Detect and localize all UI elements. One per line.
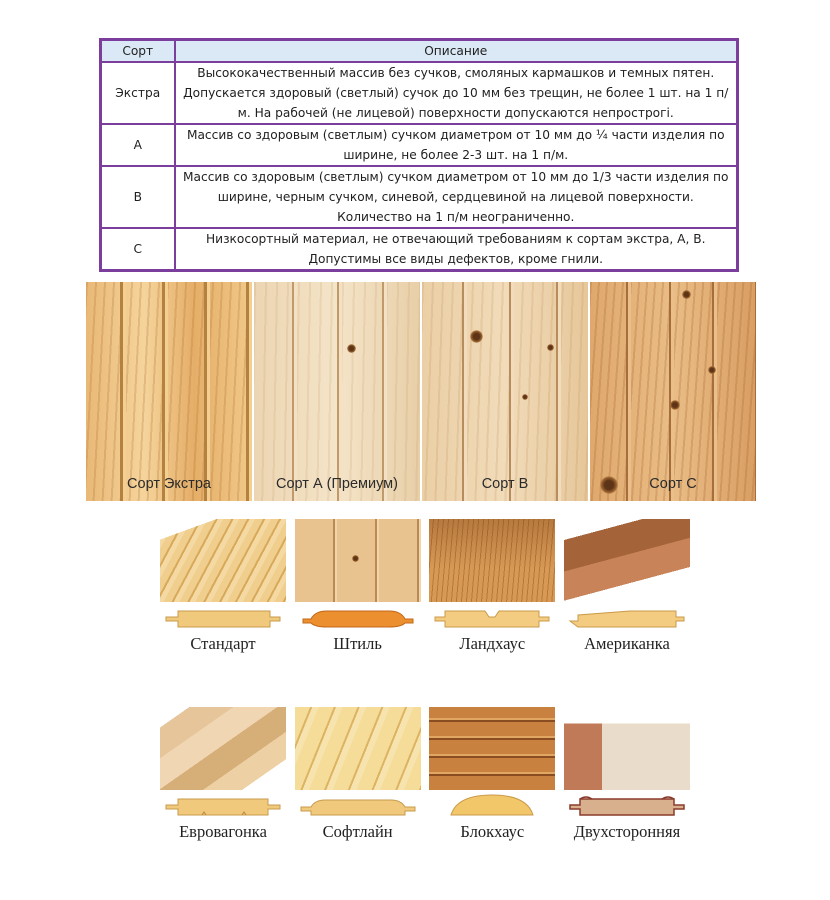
sample-label: Сорт Экстра [127, 476, 211, 492]
standard-profile-icon [162, 605, 284, 633]
grades-table [99, 38, 739, 272]
profile-name: Двухсторонняя [573, 822, 681, 841]
wood-grade-samples [86, 282, 756, 501]
profile-double-sided [564, 707, 690, 842]
double-sided-photo [564, 707, 690, 790]
shtil-photo [295, 519, 421, 602]
profile-name: Блокхаус [460, 822, 525, 841]
shtil-profile-icon [297, 605, 419, 633]
profile-evrovagonka [160, 707, 286, 842]
knot-mark [470, 330, 483, 343]
profile-name: Штиль [333, 634, 382, 653]
sample-label: Сорт С [649, 476, 697, 492]
profile-shtil [295, 519, 421, 654]
sample-c-photo [588, 282, 756, 501]
knot-mark [670, 400, 680, 410]
profile-standard [160, 519, 286, 654]
description-cell: Массив со здоровым (светлым) сучком диаметром от 10 мм до 1/3 части изделия по ширине, черным сучком, синевой, сердцевиной на лицевой поверхности. Количество на 1 п/м неограниченно. [175, 166, 738, 228]
evrovagonka-profile-icon [162, 793, 284, 821]
sample-a-photo [252, 282, 420, 501]
sample-extra-photo [86, 282, 252, 501]
profile-name: Ландхаус [459, 634, 526, 653]
knot-mark [352, 555, 359, 562]
sample-b-photo [420, 282, 588, 501]
knot-mark [708, 366, 716, 374]
profile-name: Стандарт [190, 634, 256, 653]
grade-cell: B [101, 166, 175, 228]
knot-mark [547, 344, 554, 351]
table-row [101, 124, 738, 166]
amerikanka-profile-icon [566, 605, 688, 633]
profile-name: Евровагонка [179, 822, 267, 841]
sample-label: Сорт А (Премиум) [276, 476, 398, 492]
softline-photo [295, 707, 421, 790]
grade-cell: C [101, 228, 175, 271]
knot-mark [522, 394, 528, 400]
knot-mark [682, 290, 691, 299]
knot-mark [347, 344, 356, 353]
blockhouse-photo [429, 707, 555, 790]
column-header-description: Описание [175, 40, 738, 63]
profile-name: Софтлайн [322, 822, 393, 841]
grade-cell: A [101, 124, 175, 166]
column-header-grade: Сорт [101, 40, 175, 63]
profile-blockhouse [429, 707, 555, 842]
landhaus-photo [429, 519, 555, 602]
table-row [101, 228, 738, 271]
table-row [101, 166, 738, 228]
landhaus-profile-icon [431, 605, 553, 633]
sample-label: Сорт В [481, 476, 529, 492]
description-cell: Высококачественный массив без сучков, смоляных кармашков и темных пятен. Допускается здоровый (светлый) сучок до 10 мм без трещин, не более 1 шт. на 1 п/м. На рабочей (не лицевой) поверхности допускаются непрострогi. [175, 62, 738, 124]
blockhouse-profile-icon [431, 793, 553, 821]
double-sided-profile-icon [566, 793, 688, 821]
standard-photo [160, 519, 286, 602]
profiles-row-2 [160, 707, 690, 842]
description-cell: Низкосортный материал, не отвечающий требованиям к сортам экстра, A, B. Допустимы все виды дефектов, кроме гнили. [175, 228, 738, 271]
description-cell: Массив со здоровым (светлым) сучком диаметром от 10 мм до ¼ части изделия по ширине, не более 2-3 шт. на 1 п/м. [175, 124, 738, 166]
profile-softline [295, 707, 421, 842]
table-row [101, 62, 738, 124]
table-header-row [101, 40, 738, 63]
grade-cell: Экстра [101, 62, 175, 124]
profile-amerikanka [564, 519, 690, 654]
amerikanka-photo [564, 519, 690, 602]
profiles-row-1 [160, 519, 690, 654]
profile-name: Американка [584, 634, 670, 653]
evrovagonka-photo [160, 707, 286, 790]
profile-landhaus [429, 519, 555, 654]
softline-profile-icon [297, 793, 419, 821]
